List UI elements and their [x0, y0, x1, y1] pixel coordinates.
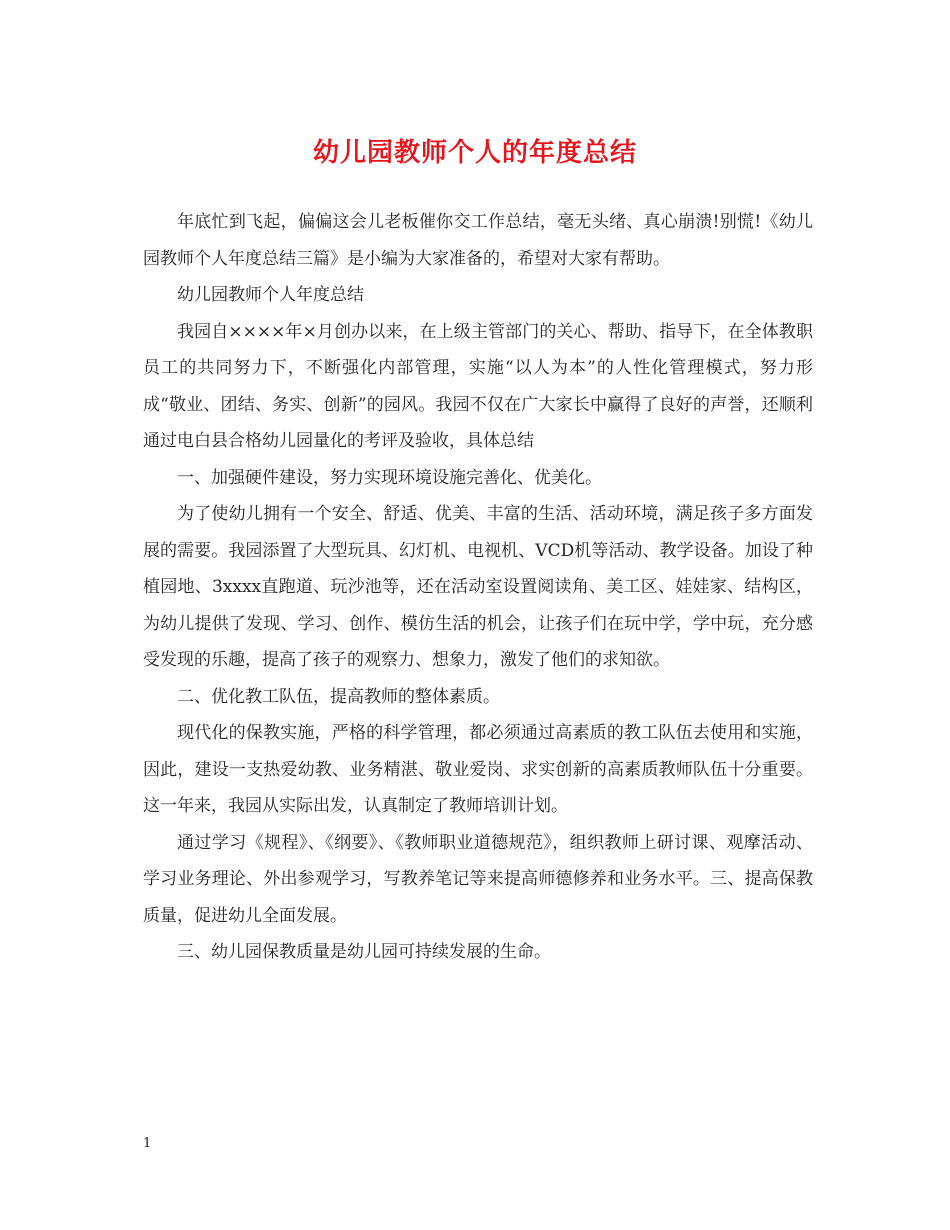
paragraph-subtitle: 幼儿园教师个人年度总结: [177, 285, 364, 305]
page-number: 1: [143, 1136, 152, 1151]
paragraph-overview: 我园自××××年×月创办以来，在上级主管部门的关心、帮助、指导下，在全体教职员工的共同努力下，不断强化内部管理，实施“以人为本”的人性化管理模式，努力形成“敬业、团结、务实、创新”的园风。我园不仅在广大家长中赢得了良好的声誉，还顺利通过电白县合格幼儿园量化的考评及验收，具体总结: [143, 321, 813, 451]
paragraph-intro: 年底忙到飞起，偏偏这会儿老板催你交工作总结，毫无头绪、真心崩溃!别慌!《幼儿园教师个人年度总结三篇》是小编为大家准备的，希望对大家有帮助。: [143, 212, 813, 269]
section-heading-3: 三、幼儿园保教质量是幼儿园可持续发展的生命。: [177, 942, 551, 962]
page-title: 幼儿园教师个人的年度总结: [312, 138, 637, 168]
paragraph-section-2b: 通过学习《规程》、《纲要》、《教师职业道德规范》，组织教师上研讨课、观摩活动、学习业务理论、外出参观学习，写教养笔记等来提高师德修养和业务水平。三、提高保教质量，促进幼儿全面发展。: [143, 832, 813, 926]
section-heading-2: 二、优化教工队伍，提高教师的整体素质。: [177, 686, 500, 707]
document-body: [143, 204, 813, 971]
paragraph-section-2a: 现代化的保教实施，严格的科学管理，都必须通过高素质的教工队伍去使用和实施，因此，建设一支热爱幼教、业务精湛、敬业爱岗、求实创新的高素质教师队伍十分重要。这一年来，我园从实际出发，认真制定了教师培训计划。: [143, 723, 813, 816]
section-heading-1: 一、加强硬件建设，努力实现环境设施完善化、优美化。: [177, 467, 602, 488]
paragraph-section-1: 为了使幼儿拥有一个安全、舒适、优美、丰富的生活、活动环境，满足孩子多方面发展的需要。我园添置了大型玩具、幻灯机、电视机、VCD机等活动、教学设备。加设了种植园地、3xxxx直跑道、玩沙池等，还在活动室设置阅读角、美工区、娃娃家、结构区，为幼儿提供了发现、学习、创作、模仿生活的机会，让孩子们在玩中学，学中玩，充分感受发现的乐趣，提高了孩子的观察力、想象力，激发了他们的求知欲。: [143, 504, 813, 670]
